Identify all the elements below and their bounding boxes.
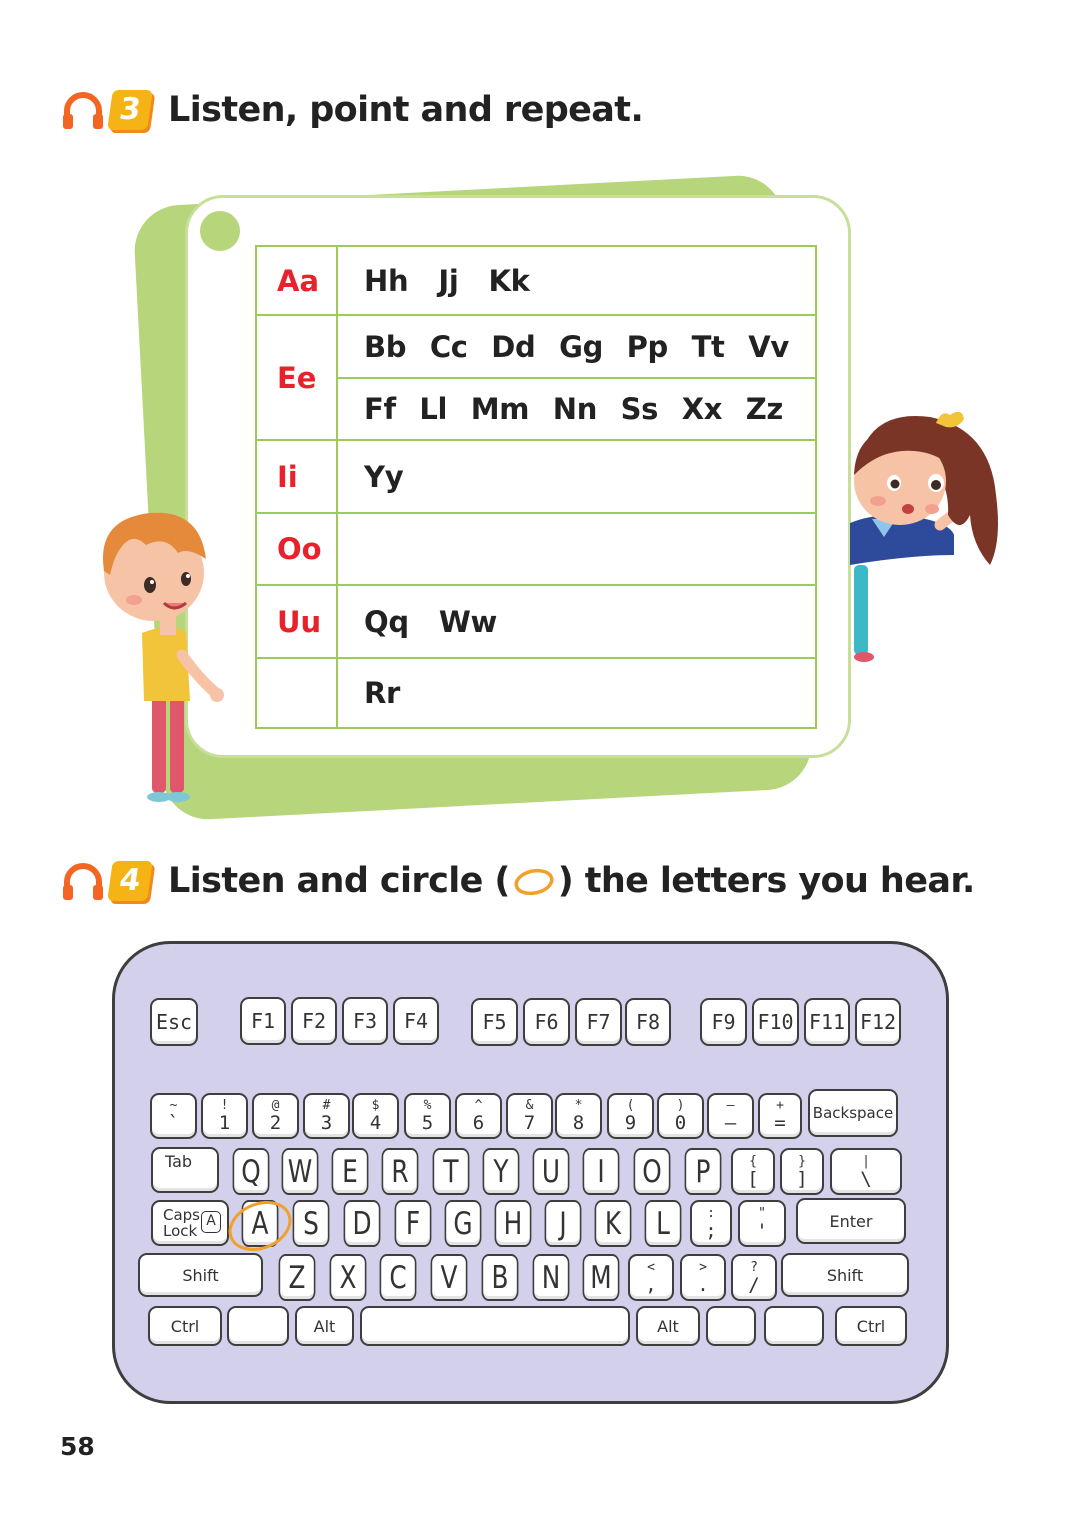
key-f12[interactable]: F12 xyxy=(855,998,901,1046)
consonant-cell xyxy=(338,659,815,727)
key-f7[interactable]: F7 xyxy=(575,998,622,1046)
key-top-symbol: ( xyxy=(626,1098,635,1113)
key-5[interactable] xyxy=(404,1093,451,1139)
key-top-symbol: { xyxy=(749,1153,757,1169)
key-minus[interactable] xyxy=(707,1093,754,1139)
key-bottom-symbol: [ xyxy=(747,1167,759,1190)
consonant-cell xyxy=(338,316,815,379)
key-c[interactable]: C xyxy=(380,1254,417,1301)
key-ctrl-right[interactable]: Ctrl xyxy=(835,1306,907,1346)
key-tab[interactable]: Tab xyxy=(151,1147,219,1193)
key-bottom-symbol: 8 xyxy=(572,1112,585,1134)
key-f4[interactable]: F4 xyxy=(393,997,439,1045)
key-caps-lock[interactable] xyxy=(151,1200,229,1246)
consonant-cell xyxy=(338,514,815,584)
key-comma[interactable] xyxy=(628,1254,674,1301)
caps-label-line: Caps xyxy=(163,1206,201,1224)
vowel-cell xyxy=(257,659,338,727)
key-r[interactable]: R xyxy=(382,1148,419,1195)
key-bottom-symbol: . xyxy=(697,1273,709,1296)
circle-icon xyxy=(512,867,556,897)
key-d[interactable]: D xyxy=(344,1200,381,1247)
key-top-symbol: < xyxy=(647,1259,655,1275)
key-f11[interactable]: F11 xyxy=(804,998,850,1046)
table-row xyxy=(257,514,815,586)
key-f[interactable]: F xyxy=(395,1200,432,1247)
key-bottom-symbol: 9 xyxy=(624,1112,637,1134)
key-f1[interactable]: F1 xyxy=(240,997,286,1045)
consonant-pair: Zz xyxy=(745,392,783,426)
key-6[interactable] xyxy=(455,1093,502,1139)
key-bracket-open[interactable] xyxy=(731,1148,775,1195)
answer-circle xyxy=(223,1198,297,1256)
key-j[interactable]: J xyxy=(545,1200,582,1247)
key-3[interactable] xyxy=(303,1093,350,1139)
key-alt-right[interactable]: Alt xyxy=(636,1306,700,1346)
key-f5[interactable]: F5 xyxy=(471,998,518,1046)
key-enter[interactable]: Enter xyxy=(796,1198,906,1244)
key-bracket-close[interactable] xyxy=(780,1148,824,1195)
consonant-pair: Ww xyxy=(438,604,497,639)
key-0[interactable] xyxy=(657,1093,704,1139)
consonant-pair: Xx xyxy=(681,392,723,426)
consonant-pair: Cc xyxy=(429,329,468,364)
key-l[interactable]: L xyxy=(645,1200,682,1247)
key-esc[interactable]: Esc xyxy=(150,998,198,1046)
consonant-pair: Gg xyxy=(559,329,604,364)
key-bottom-symbol: 4 xyxy=(369,1112,382,1134)
consonant-pair: Vv xyxy=(748,329,789,364)
key-bottom-symbol: , xyxy=(645,1273,657,1296)
key-bottom-symbol: 2 xyxy=(269,1112,282,1134)
key-top-symbol: ~ xyxy=(169,1098,178,1113)
consonant-pair: Yy xyxy=(364,459,404,494)
key-bottom-symbol: \ xyxy=(860,1167,872,1190)
key-top-symbol: % xyxy=(423,1098,432,1113)
exercise-3-heading xyxy=(62,80,643,140)
exercise-number-badge: 3 xyxy=(107,90,153,130)
key-alt-left[interactable]: Alt xyxy=(295,1306,354,1346)
key-bottom-symbol: 7 xyxy=(523,1112,536,1134)
key-top-symbol: " xyxy=(758,1205,766,1221)
key-bottom-symbol: ' xyxy=(756,1219,768,1242)
consonant-cell xyxy=(338,379,815,439)
caps-label-line: Lock xyxy=(163,1222,198,1240)
consonant-pair: Dd xyxy=(491,329,536,364)
key-period[interactable] xyxy=(680,1254,726,1301)
consonant-pair: Pp xyxy=(626,329,669,364)
key-e[interactable]: E xyxy=(332,1148,369,1195)
key-top-symbol: : xyxy=(707,1205,715,1221)
vowel-cell: Uu xyxy=(257,586,338,657)
key-f10[interactable]: F10 xyxy=(752,998,799,1046)
key-tilde[interactable] xyxy=(150,1093,197,1139)
key-k[interactable]: K xyxy=(595,1200,632,1247)
key-top-symbol: | xyxy=(862,1153,870,1169)
key-g[interactable]: G xyxy=(445,1200,482,1247)
exercise-number-badge: 4 xyxy=(107,861,153,901)
caps-lock-indicator: A xyxy=(201,1211,221,1233)
key-top-symbol: & xyxy=(525,1098,534,1113)
key-top-symbol: ) xyxy=(676,1098,685,1113)
consonant-pair: Qq xyxy=(364,604,409,639)
table-row xyxy=(257,247,815,316)
key-top-symbol: ? xyxy=(750,1259,758,1275)
key-q[interactable]: Q xyxy=(233,1148,270,1195)
key-top-symbol: } xyxy=(798,1153,806,1169)
key-b[interactable]: B xyxy=(482,1254,519,1301)
key-v[interactable]: V xyxy=(431,1254,468,1301)
key-spacebar[interactable] xyxy=(360,1306,630,1346)
headphones-icon[interactable] xyxy=(62,861,104,901)
key-u[interactable]: U xyxy=(533,1148,570,1195)
key-bottom-symbol: 0 xyxy=(674,1112,687,1134)
key-4[interactable] xyxy=(352,1093,399,1139)
page-number: 58 xyxy=(60,1432,95,1461)
key-f9[interactable]: F9 xyxy=(700,998,747,1046)
consonant-pair: Kk xyxy=(488,263,530,298)
key-i[interactable]: I xyxy=(583,1148,620,1195)
table-row xyxy=(257,586,815,659)
consonant-pair: Ss xyxy=(620,392,659,426)
phonics-table xyxy=(255,245,817,729)
exercise-4-heading xyxy=(62,851,975,911)
key-top-symbol: # xyxy=(322,1098,331,1113)
consonant-cell xyxy=(338,247,815,314)
consonant-pair: Jj xyxy=(438,263,459,298)
consonant-pair: Ff xyxy=(364,392,396,426)
consonant-pair: Bb xyxy=(364,329,407,364)
key-p[interactable]: P xyxy=(685,1148,722,1195)
table-row xyxy=(257,316,815,441)
key-top-symbol: * xyxy=(574,1098,583,1113)
key-a[interactable]: A xyxy=(242,1200,279,1247)
vowel-cell: Ee xyxy=(257,316,338,439)
key-equals[interactable] xyxy=(758,1093,802,1139)
consonant-pair: Ll xyxy=(419,392,448,426)
instruction-text: ) the letters you hear. xyxy=(557,861,975,901)
key-blank-left[interactable] xyxy=(227,1306,289,1346)
key-n[interactable]: N xyxy=(533,1254,570,1301)
key-s[interactable]: S xyxy=(293,1200,330,1247)
key-f8[interactable]: F8 xyxy=(625,998,671,1046)
exercise-instruction: Listen, point and repeat. xyxy=(168,90,644,130)
key-shift-left[interactable]: Shift xyxy=(138,1253,263,1297)
key-top-symbol: ^ xyxy=(474,1098,483,1113)
key-top-symbol: $ xyxy=(371,1098,380,1113)
key-bottom-symbol: / xyxy=(748,1273,760,1296)
card-dot-decoration xyxy=(200,211,240,251)
key-blank-right-1[interactable] xyxy=(706,1306,756,1346)
vowel-cell: Aa xyxy=(257,247,338,314)
key-bottom-symbol: ; xyxy=(705,1219,717,1242)
key-2[interactable] xyxy=(252,1093,299,1139)
consonant-cell xyxy=(338,441,815,512)
key-bottom-symbol: ` xyxy=(167,1112,180,1134)
key-backslash[interactable] xyxy=(830,1148,902,1195)
key-semicolon[interactable] xyxy=(690,1200,732,1247)
consonant-pair: Tt xyxy=(691,329,725,364)
key-top-symbol: ! xyxy=(220,1098,229,1113)
key-7[interactable] xyxy=(506,1093,553,1139)
boy-illustration xyxy=(86,505,226,805)
key-top-symbol: — xyxy=(726,1098,735,1113)
key-1[interactable] xyxy=(201,1093,248,1139)
key-9[interactable] xyxy=(607,1093,654,1139)
key-backspace[interactable]: Backspace xyxy=(808,1089,898,1137)
key-bottom-symbol: 1 xyxy=(218,1112,231,1134)
key-x[interactable]: X xyxy=(330,1254,367,1301)
key-f3[interactable]: F3 xyxy=(342,997,388,1045)
consonant-cell xyxy=(338,586,815,657)
key-8[interactable] xyxy=(555,1093,602,1139)
instruction-text: Listen and circle ( xyxy=(168,861,510,901)
table-row xyxy=(257,441,815,514)
key-t[interactable]: T xyxy=(433,1148,470,1195)
vowel-cell: Oo xyxy=(257,514,338,584)
consonant-pair: Nn xyxy=(552,392,598,426)
key-f2[interactable]: F2 xyxy=(291,997,337,1045)
vowel-cell: Ii xyxy=(257,441,338,512)
key-bottom-symbol: = xyxy=(774,1112,786,1134)
consonant-pair: Mm xyxy=(470,392,530,426)
key-z[interactable]: Z xyxy=(279,1254,316,1301)
key-bottom-symbol: 5 xyxy=(421,1112,434,1134)
key-top-symbol: + xyxy=(776,1098,784,1113)
key-bottom-symbol: 3 xyxy=(320,1112,333,1134)
key-bottom-symbol: 6 xyxy=(472,1112,485,1134)
key-f6[interactable]: F6 xyxy=(523,998,570,1046)
key-slash[interactable] xyxy=(731,1254,777,1301)
key-quote[interactable] xyxy=(738,1200,786,1247)
key-bottom-symbol: ] xyxy=(796,1167,808,1190)
key-y[interactable]: Y xyxy=(483,1148,520,1195)
key-w[interactable]: W xyxy=(282,1148,319,1195)
table-row xyxy=(257,659,815,727)
key-ctrl-left[interactable]: Ctrl xyxy=(148,1306,222,1346)
key-m[interactable]: M xyxy=(583,1254,620,1301)
key-bottom-symbol: – xyxy=(724,1112,737,1134)
consonant-pair: Rr xyxy=(364,676,401,710)
exercise-instruction xyxy=(168,861,975,901)
consonant-pair: Hh xyxy=(364,263,409,298)
headphones-icon[interactable] xyxy=(62,90,104,130)
key-shift-right[interactable]: Shift xyxy=(781,1253,909,1297)
key-h[interactable]: H xyxy=(495,1200,532,1247)
key-top-symbol: @ xyxy=(271,1098,280,1113)
girl-illustration xyxy=(850,405,1005,665)
key-o[interactable]: O xyxy=(634,1148,671,1195)
key-blank-right-2[interactable] xyxy=(764,1306,824,1346)
key-top-symbol: > xyxy=(699,1259,707,1275)
